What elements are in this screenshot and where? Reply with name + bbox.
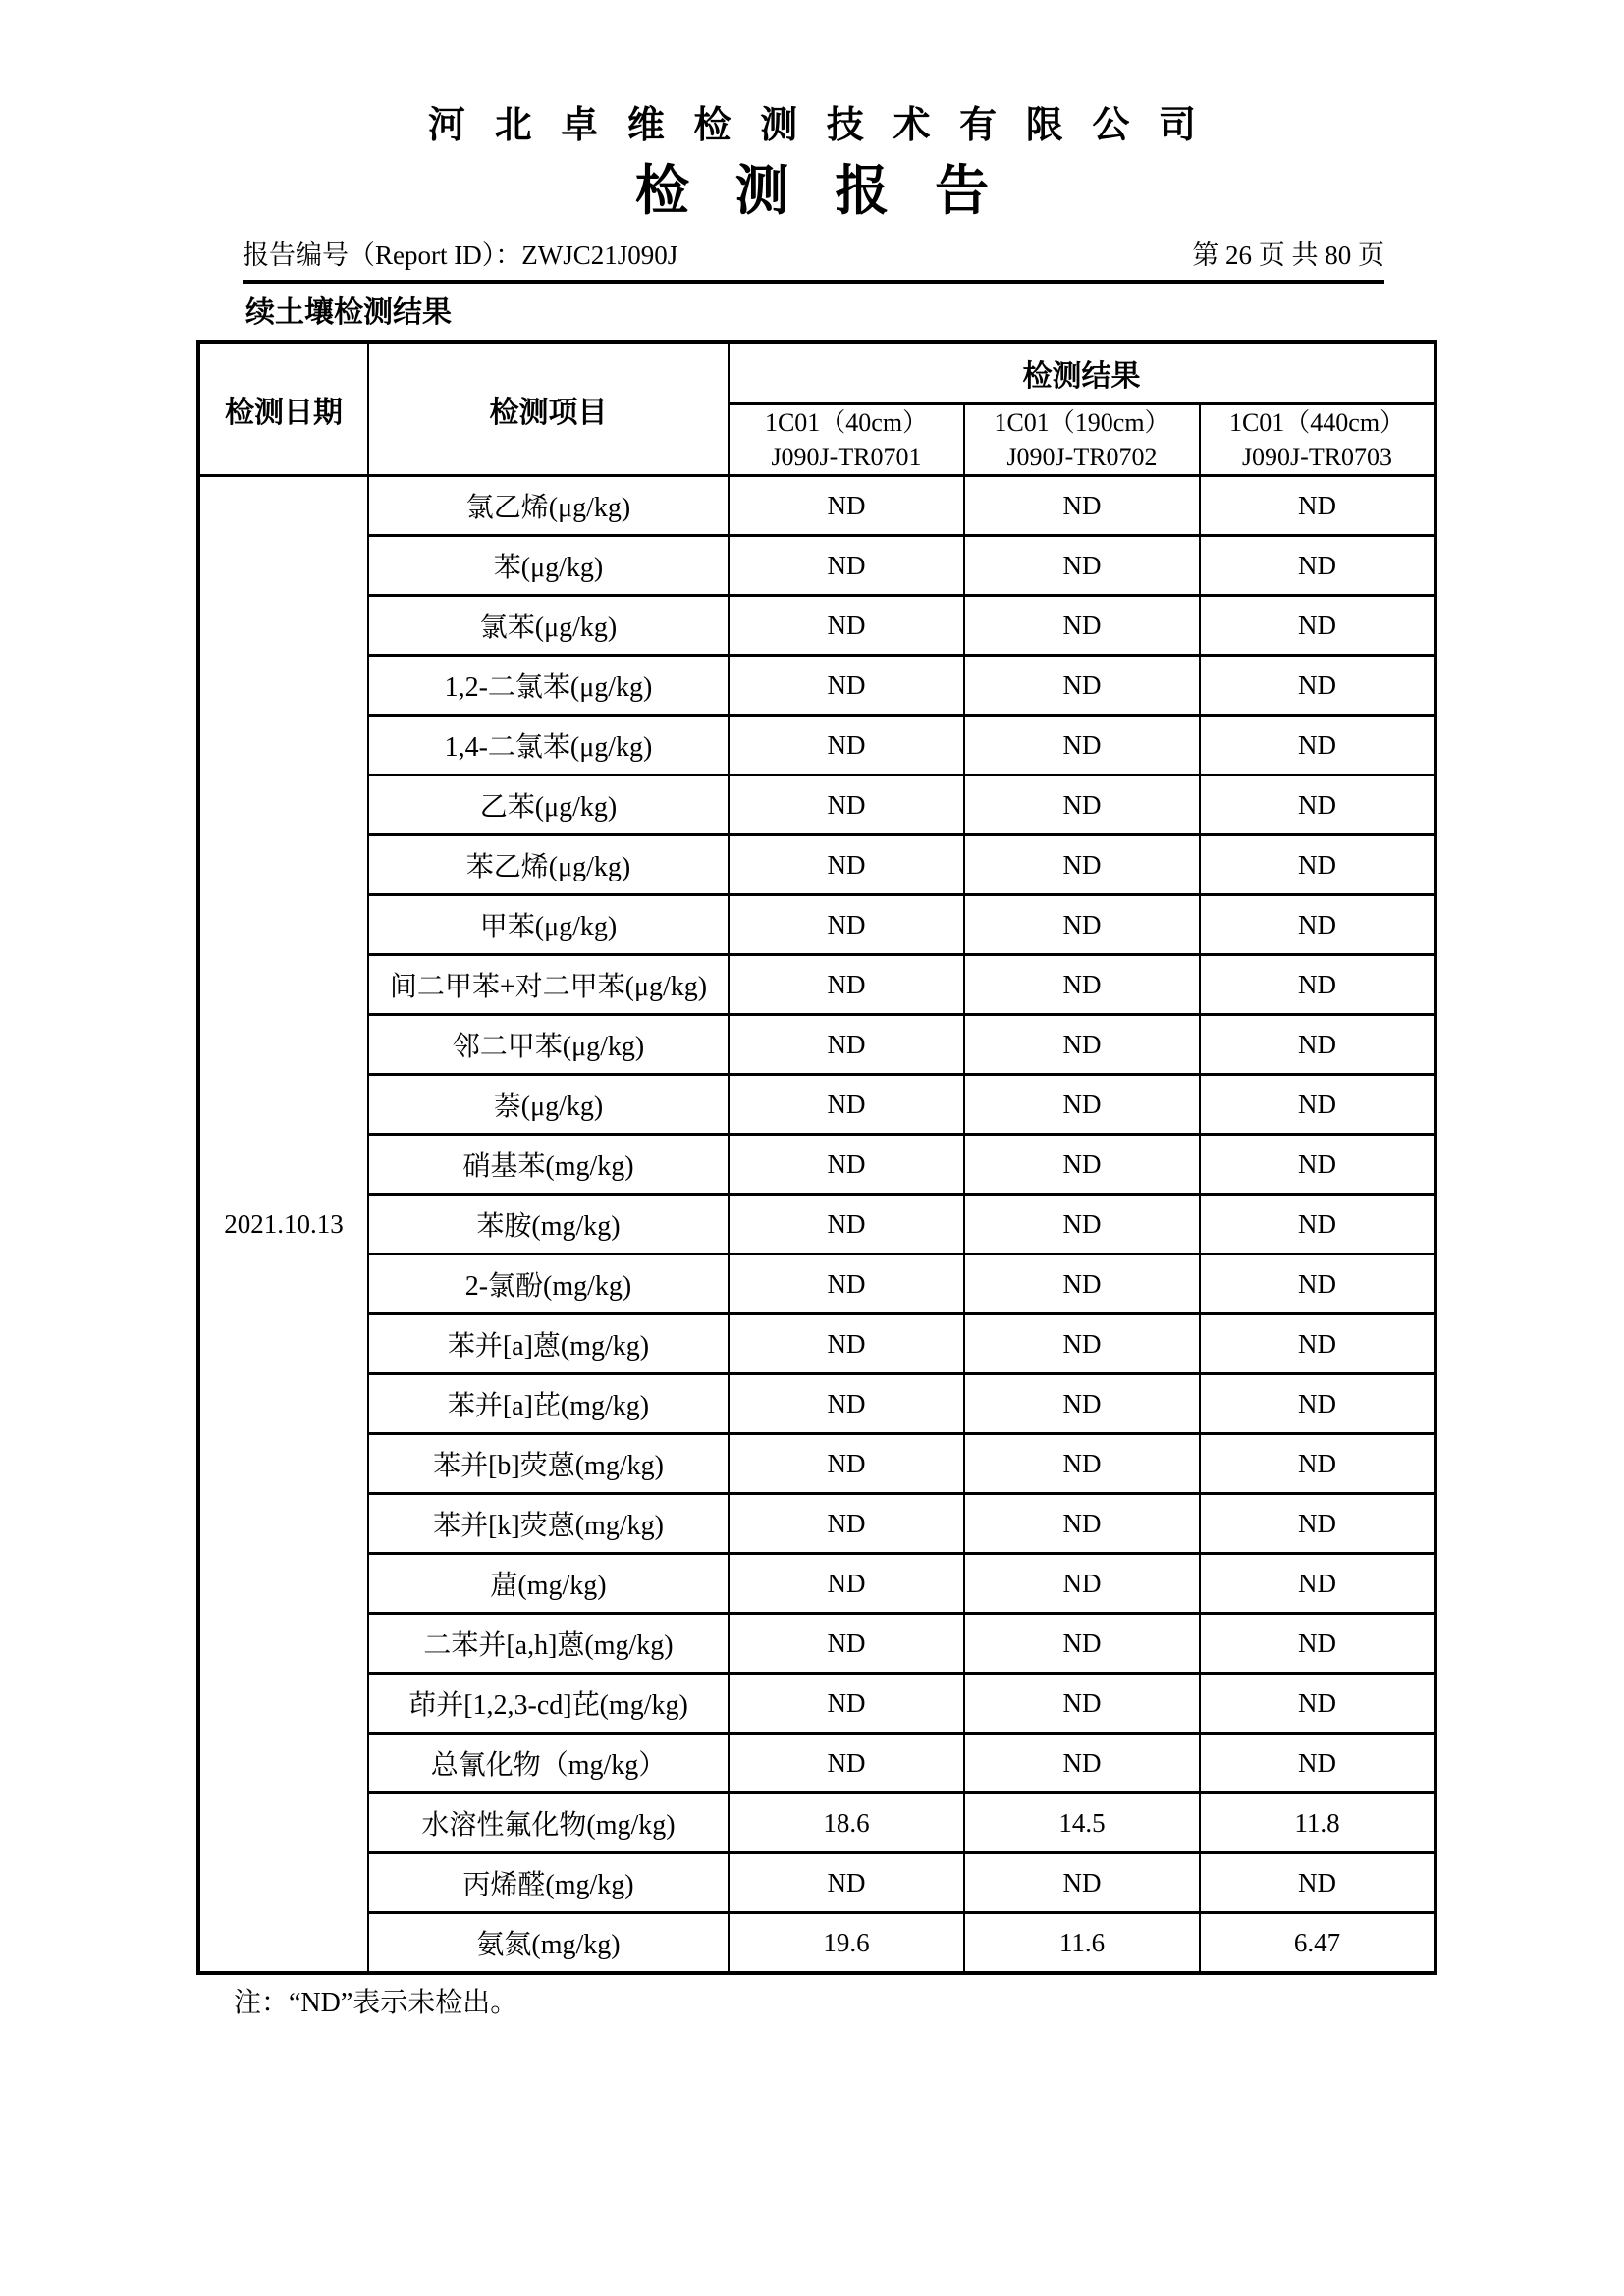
table-row: [198, 1195, 1435, 1255]
table-row: [198, 775, 1435, 835]
table-row: [198, 1614, 1435, 1674]
sample-header-1: [729, 404, 964, 476]
result-value: ND: [729, 656, 964, 716]
test-item-name: 丙烯醛(mg/kg): [368, 1853, 729, 1913]
result-value: ND: [1200, 1434, 1435, 1494]
sample-id: 1C01（440cm）: [1228, 408, 1406, 437]
result-value: ND: [729, 536, 964, 596]
test-item-name: 氯乙烯(μg/kg): [368, 476, 729, 536]
sample-id: 1C01（40cm）: [764, 408, 929, 437]
column-header-result: 检测结果: [729, 342, 1435, 404]
result-value: ND: [964, 1734, 1200, 1793]
sample-header-3: [1200, 404, 1435, 476]
table-row: [198, 1135, 1435, 1195]
test-item-name: 䓛(mg/kg): [368, 1554, 729, 1614]
table-row: [198, 1674, 1435, 1734]
section-title: 续土壤检测结果: [245, 296, 452, 329]
result-value: ND: [964, 1135, 1200, 1195]
result-value: 19.6: [729, 1913, 964, 1974]
header-row-1: [198, 342, 1435, 404]
soil-result-table: [196, 340, 1437, 1975]
result-value: ND: [729, 1674, 964, 1734]
sample-code: J090J-TR0701: [771, 443, 922, 472]
result-value: 11.6: [964, 1913, 1200, 1974]
result-value: ND: [964, 1255, 1200, 1314]
result-value: ND: [1200, 1374, 1435, 1434]
result-value: ND: [1200, 1853, 1435, 1913]
result-value: ND: [1200, 895, 1435, 955]
test-item-name: 苯(μg/kg): [368, 536, 729, 596]
result-value: ND: [729, 1255, 964, 1314]
result-value: ND: [964, 1554, 1200, 1614]
result-value: ND: [1200, 1255, 1435, 1314]
result-value: ND: [964, 955, 1200, 1015]
table-row: [198, 596, 1435, 656]
test-item-name: 二苯并[a,h]蒽(mg/kg): [368, 1614, 729, 1674]
sample-header-2: [964, 404, 1200, 476]
test-item-name: 氯苯(μg/kg): [368, 596, 729, 656]
result-value: ND: [964, 1015, 1200, 1075]
result-value: 11.8: [1200, 1793, 1435, 1853]
result-value: ND: [1200, 716, 1435, 775]
test-item-name: 苯胺(mg/kg): [368, 1195, 729, 1255]
test-item-name: 硝基苯(mg/kg): [368, 1135, 729, 1195]
result-value: ND: [964, 1195, 1200, 1255]
table-row: [198, 476, 1435, 536]
result-value: ND: [964, 476, 1200, 536]
result-value: 6.47: [1200, 1913, 1435, 1974]
test-item-name: 2-氯酚(mg/kg): [368, 1255, 729, 1314]
result-value: ND: [1200, 1554, 1435, 1614]
test-item-name: 苯乙烯(μg/kg): [368, 835, 729, 895]
result-value: ND: [964, 1674, 1200, 1734]
result-value: ND: [1200, 1195, 1435, 1255]
result-value: ND: [729, 1374, 964, 1434]
test-item-name: 总氰化物（mg/kg）: [368, 1734, 729, 1793]
table-row: [198, 1554, 1435, 1614]
table-header: [198, 342, 1435, 476]
table-row: [198, 1494, 1435, 1554]
test-item-name: 萘(μg/kg): [368, 1075, 729, 1135]
table-body: [198, 476, 1435, 1974]
result-value: ND: [729, 1853, 964, 1913]
result-value: ND: [729, 1554, 964, 1614]
column-header-item: 检测项目: [368, 342, 729, 476]
result-value: ND: [729, 1314, 964, 1374]
result-value: ND: [729, 955, 964, 1015]
result-value: ND: [729, 596, 964, 656]
result-value: ND: [964, 1614, 1200, 1674]
result-value: ND: [729, 1195, 964, 1255]
result-value: ND: [964, 656, 1200, 716]
result-value: ND: [729, 775, 964, 835]
report-id-label: 报告编号（Report ID）：: [243, 240, 522, 270]
table-row: [198, 1434, 1435, 1494]
result-value: ND: [964, 895, 1200, 955]
result-value: ND: [1200, 596, 1435, 656]
result-value: ND: [1200, 775, 1435, 835]
result-value: ND: [729, 1075, 964, 1135]
table-row: [198, 1314, 1435, 1374]
result-value: ND: [729, 1015, 964, 1075]
result-value: ND: [1200, 1674, 1435, 1734]
result-value: ND: [1200, 1314, 1435, 1374]
table-row: [198, 1015, 1435, 1075]
result-value: ND: [729, 716, 964, 775]
table-row: [198, 656, 1435, 716]
result-value: ND: [964, 536, 1200, 596]
result-value: ND: [964, 1853, 1200, 1913]
result-value: ND: [729, 1614, 964, 1674]
result-value: ND: [964, 716, 1200, 775]
report-id-value: ZWJC21J090J: [521, 240, 678, 270]
result-value: ND: [964, 1314, 1200, 1374]
test-item-name: 水溶性氟化物(mg/kg): [368, 1793, 729, 1853]
table-row: [198, 1853, 1435, 1913]
result-value: ND: [1200, 1015, 1435, 1075]
table-row: [198, 895, 1435, 955]
test-date-value: 2021.10.13: [198, 476, 368, 1974]
result-value: ND: [1200, 656, 1435, 716]
table-row: [198, 716, 1435, 775]
result-value: ND: [729, 1135, 964, 1195]
report-title: 检测报告: [634, 161, 1035, 221]
result-value: ND: [1200, 955, 1435, 1015]
table-row: [198, 1734, 1435, 1793]
result-value: ND: [964, 1434, 1200, 1494]
sample-id: 1C01（190cm）: [994, 408, 1170, 437]
test-item-name: 甲苯(μg/kg): [368, 895, 729, 955]
page-number: 第 26 页 共 80 页: [1192, 240, 1384, 270]
result-value: ND: [964, 596, 1200, 656]
sample-code: J090J-TR0702: [1006, 443, 1158, 472]
test-item-name: 苯并[a]蒽(mg/kg): [368, 1314, 729, 1374]
result-value: ND: [1200, 1614, 1435, 1674]
sample-code: J090J-TR0703: [1241, 443, 1393, 472]
test-item-name: 苯并[k]荧蒽(mg/kg): [368, 1494, 729, 1554]
result-value: ND: [964, 775, 1200, 835]
test-item-name: 氨氮(mg/kg): [368, 1913, 729, 1974]
result-value: ND: [1200, 1734, 1435, 1793]
result-value: ND: [1200, 1135, 1435, 1195]
result-value: ND: [1200, 476, 1435, 536]
result-value: ND: [964, 1075, 1200, 1135]
test-item-name: 1,2-二氯苯(μg/kg): [368, 656, 729, 716]
table-row: [198, 955, 1435, 1015]
table-row: [198, 1793, 1435, 1853]
result-value: ND: [1200, 835, 1435, 895]
table-row: [198, 536, 1435, 596]
result-value: ND: [729, 1734, 964, 1793]
result-value: ND: [729, 1494, 964, 1554]
test-item-name: 苯并[b]荧蒽(mg/kg): [368, 1434, 729, 1494]
result-value: ND: [964, 1494, 1200, 1554]
footnote: 注：“ND”表示未检出。: [234, 1988, 518, 2018]
result-value: 18.6: [729, 1793, 964, 1853]
test-item-name: 邻二甲苯(μg/kg): [368, 1015, 729, 1075]
result-value: 14.5: [964, 1793, 1200, 1853]
table-row: [198, 835, 1435, 895]
column-header-date: 检测日期: [198, 342, 368, 476]
table-row: [198, 1374, 1435, 1434]
result-value: ND: [964, 1374, 1200, 1434]
company-name: 河北卓维检测技术有限公司: [427, 105, 1225, 146]
table-row: [198, 1913, 1435, 1974]
test-item-name: 乙苯(μg/kg): [368, 775, 729, 835]
result-value: ND: [1200, 1494, 1435, 1554]
result-value: ND: [964, 835, 1200, 895]
result-value: ND: [729, 835, 964, 895]
report-meta-row: [243, 234, 1384, 284]
report-id: [243, 234, 677, 272]
test-item-name: 苯并[a]芘(mg/kg): [368, 1374, 729, 1434]
result-value: ND: [729, 476, 964, 536]
result-value: ND: [729, 895, 964, 955]
test-item-name: 间二甲苯+对二甲苯(μg/kg): [368, 955, 729, 1015]
test-item-name: 1,4-二氯苯(μg/kg): [368, 716, 729, 775]
table-row: [198, 1255, 1435, 1314]
result-value: ND: [729, 1434, 964, 1494]
result-value: ND: [1200, 536, 1435, 596]
table-row: [198, 1075, 1435, 1135]
result-value: ND: [1200, 1075, 1435, 1135]
test-item-name: 茚并[1,2,3-cd]芘(mg/kg): [368, 1674, 729, 1734]
